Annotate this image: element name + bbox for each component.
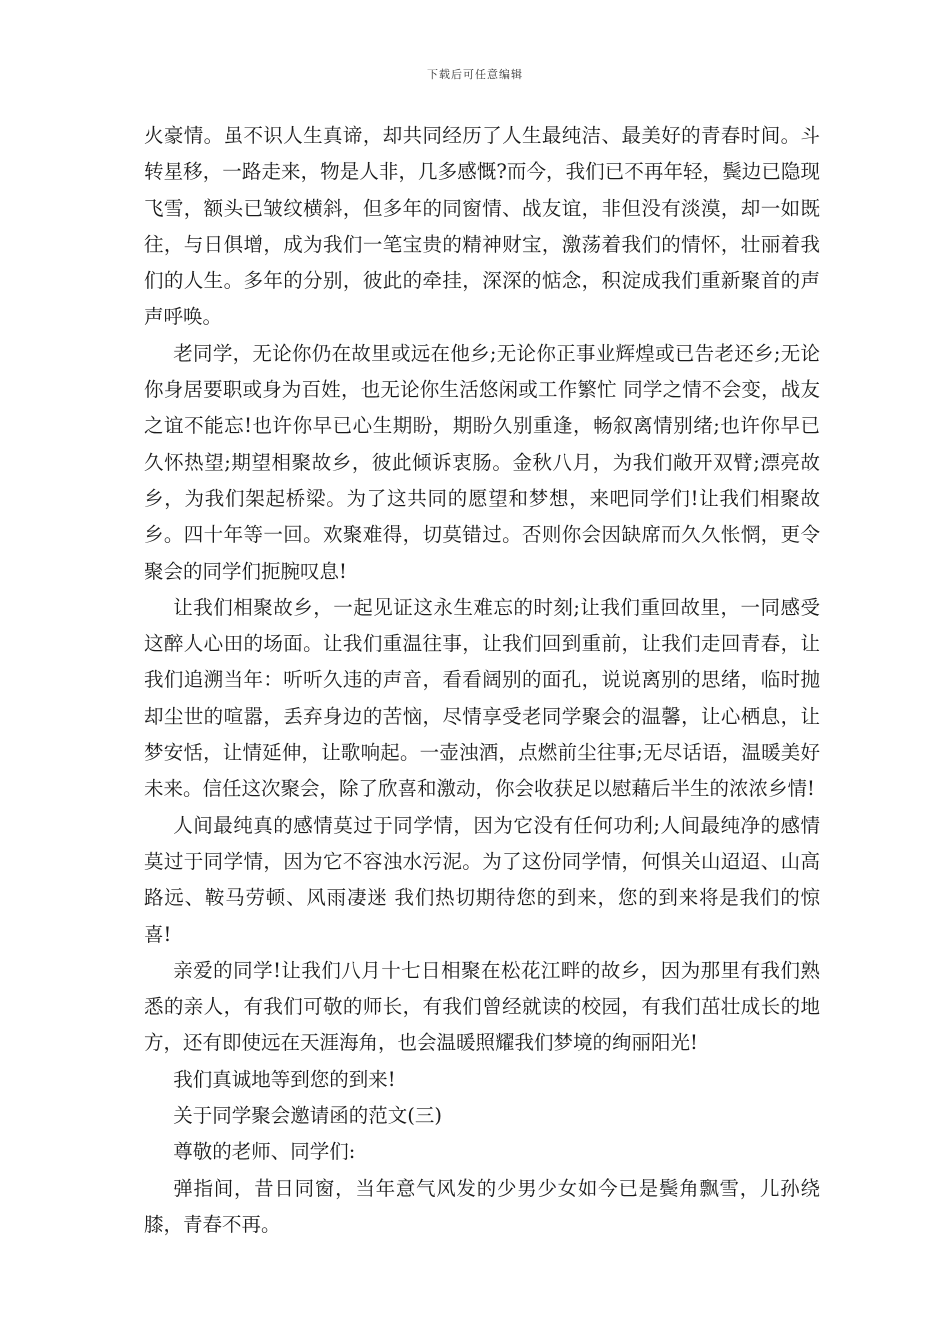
paragraph-1: 火豪情。虽不识人生真谛，却共同经历了人生最纯洁、最美好的青春时间。斗转星移，一路走来，物是人非，几多感慨?而今，我们已不再年轻，鬓边已隐现飞雪，额头已皱纹横斜，但多年的同窗情、战友谊，非但没有淡漠，却一如既往，与日俱增，成为我们一笔宝贵的精神财宝，激荡着我们的情怀，壮丽着我们的人生。多年的分别，彼此的牵挂，深深的惦念，积淀成我们重新聚首的声声呼唤。 xyxy=(144,124,820,329)
paragraph-2: 老同学，无论你仍在故里或远在他乡;无论你正事业辉煌或已告老还乡;无论你身居要职或身为百姓，也无论你生活悠闲或工作繁忙 同学之情不会变，战友之谊不能忘!也许你早已心生期盼，期盼久别重逢，畅叙离情别绪;也许你早已久怀热望;期望相聚故乡，彼此倾诉衷肠。金秋八月，为我们敞开双臂;漂亮故乡，为我们架起桥梁。为了这共同的愿望和梦想，来吧同学们!让我们相聚故乡。四十年等一回。欢聚难得，切莫错过。否则你会因缺席而久久怅惘，更令聚会的同学们扼腕叹息! xyxy=(144,341,820,583)
paragraph-9: 弹指间，昔日同窗，当年意气风发的少男少女如今已是鬓角飘雪，儿孙绕膝，青春不再。 xyxy=(144,1176,820,1236)
paragraph-6: 我们真诚地等到您的到来! xyxy=(173,1067,396,1091)
paragraph-3: 让我们相聚故乡，一起见证这永生难忘的时刻;让我们重回故里，一同感受这醉人心田的场面。让我们重温往事，让我们回到重前，让我们走回青春，让我们追溯当年：听听久违的声音，看看阔别的面孔，说说离别的思绪，临时抛却尘世的喧嚣，丢弃身边的苦恼，尽情享受老同学聚会的温馨，让心栖息，让梦安恬，让情延伸，让歌响起。一壶浊酒，点燃前尘往事;无尽话语，温暖美好未来。信任这次聚会，除了欣喜和激动，你会收获足以慰藉后半生的浓浓乡情! xyxy=(144,595,820,801)
salutation: 尊敬的老师、同学们: xyxy=(173,1140,356,1164)
document-body xyxy=(144,118,820,1243)
section-heading: 关于同学聚会邀请函的范文(三) xyxy=(173,1104,442,1128)
paragraph-5: 亲爱的同学!让我们八月十七日相聚在松花江畔的故乡，因为那里有我们熟悉的亲人，有我们可敬的师长，有我们曾经就读的校园，有我们茁壮成长的地方，还有即使远在天涯海角，也会温暖照耀我们梦境的绚丽阳光! xyxy=(144,958,820,1055)
page-header-note: 下载后可任意编辑 xyxy=(427,68,523,81)
paragraph-4: 人间最纯真的感情莫过于同学情，因为它没有任何功利;人间最纯净的感情莫过于同学情，因为它不容浊水污泥。为了这份同学情，何惧关山迢迢、山高路远、鞍马劳顿、风雨凄迷 我们热切期待您的到来，您的到来将是我们的惊喜! xyxy=(144,813,820,946)
